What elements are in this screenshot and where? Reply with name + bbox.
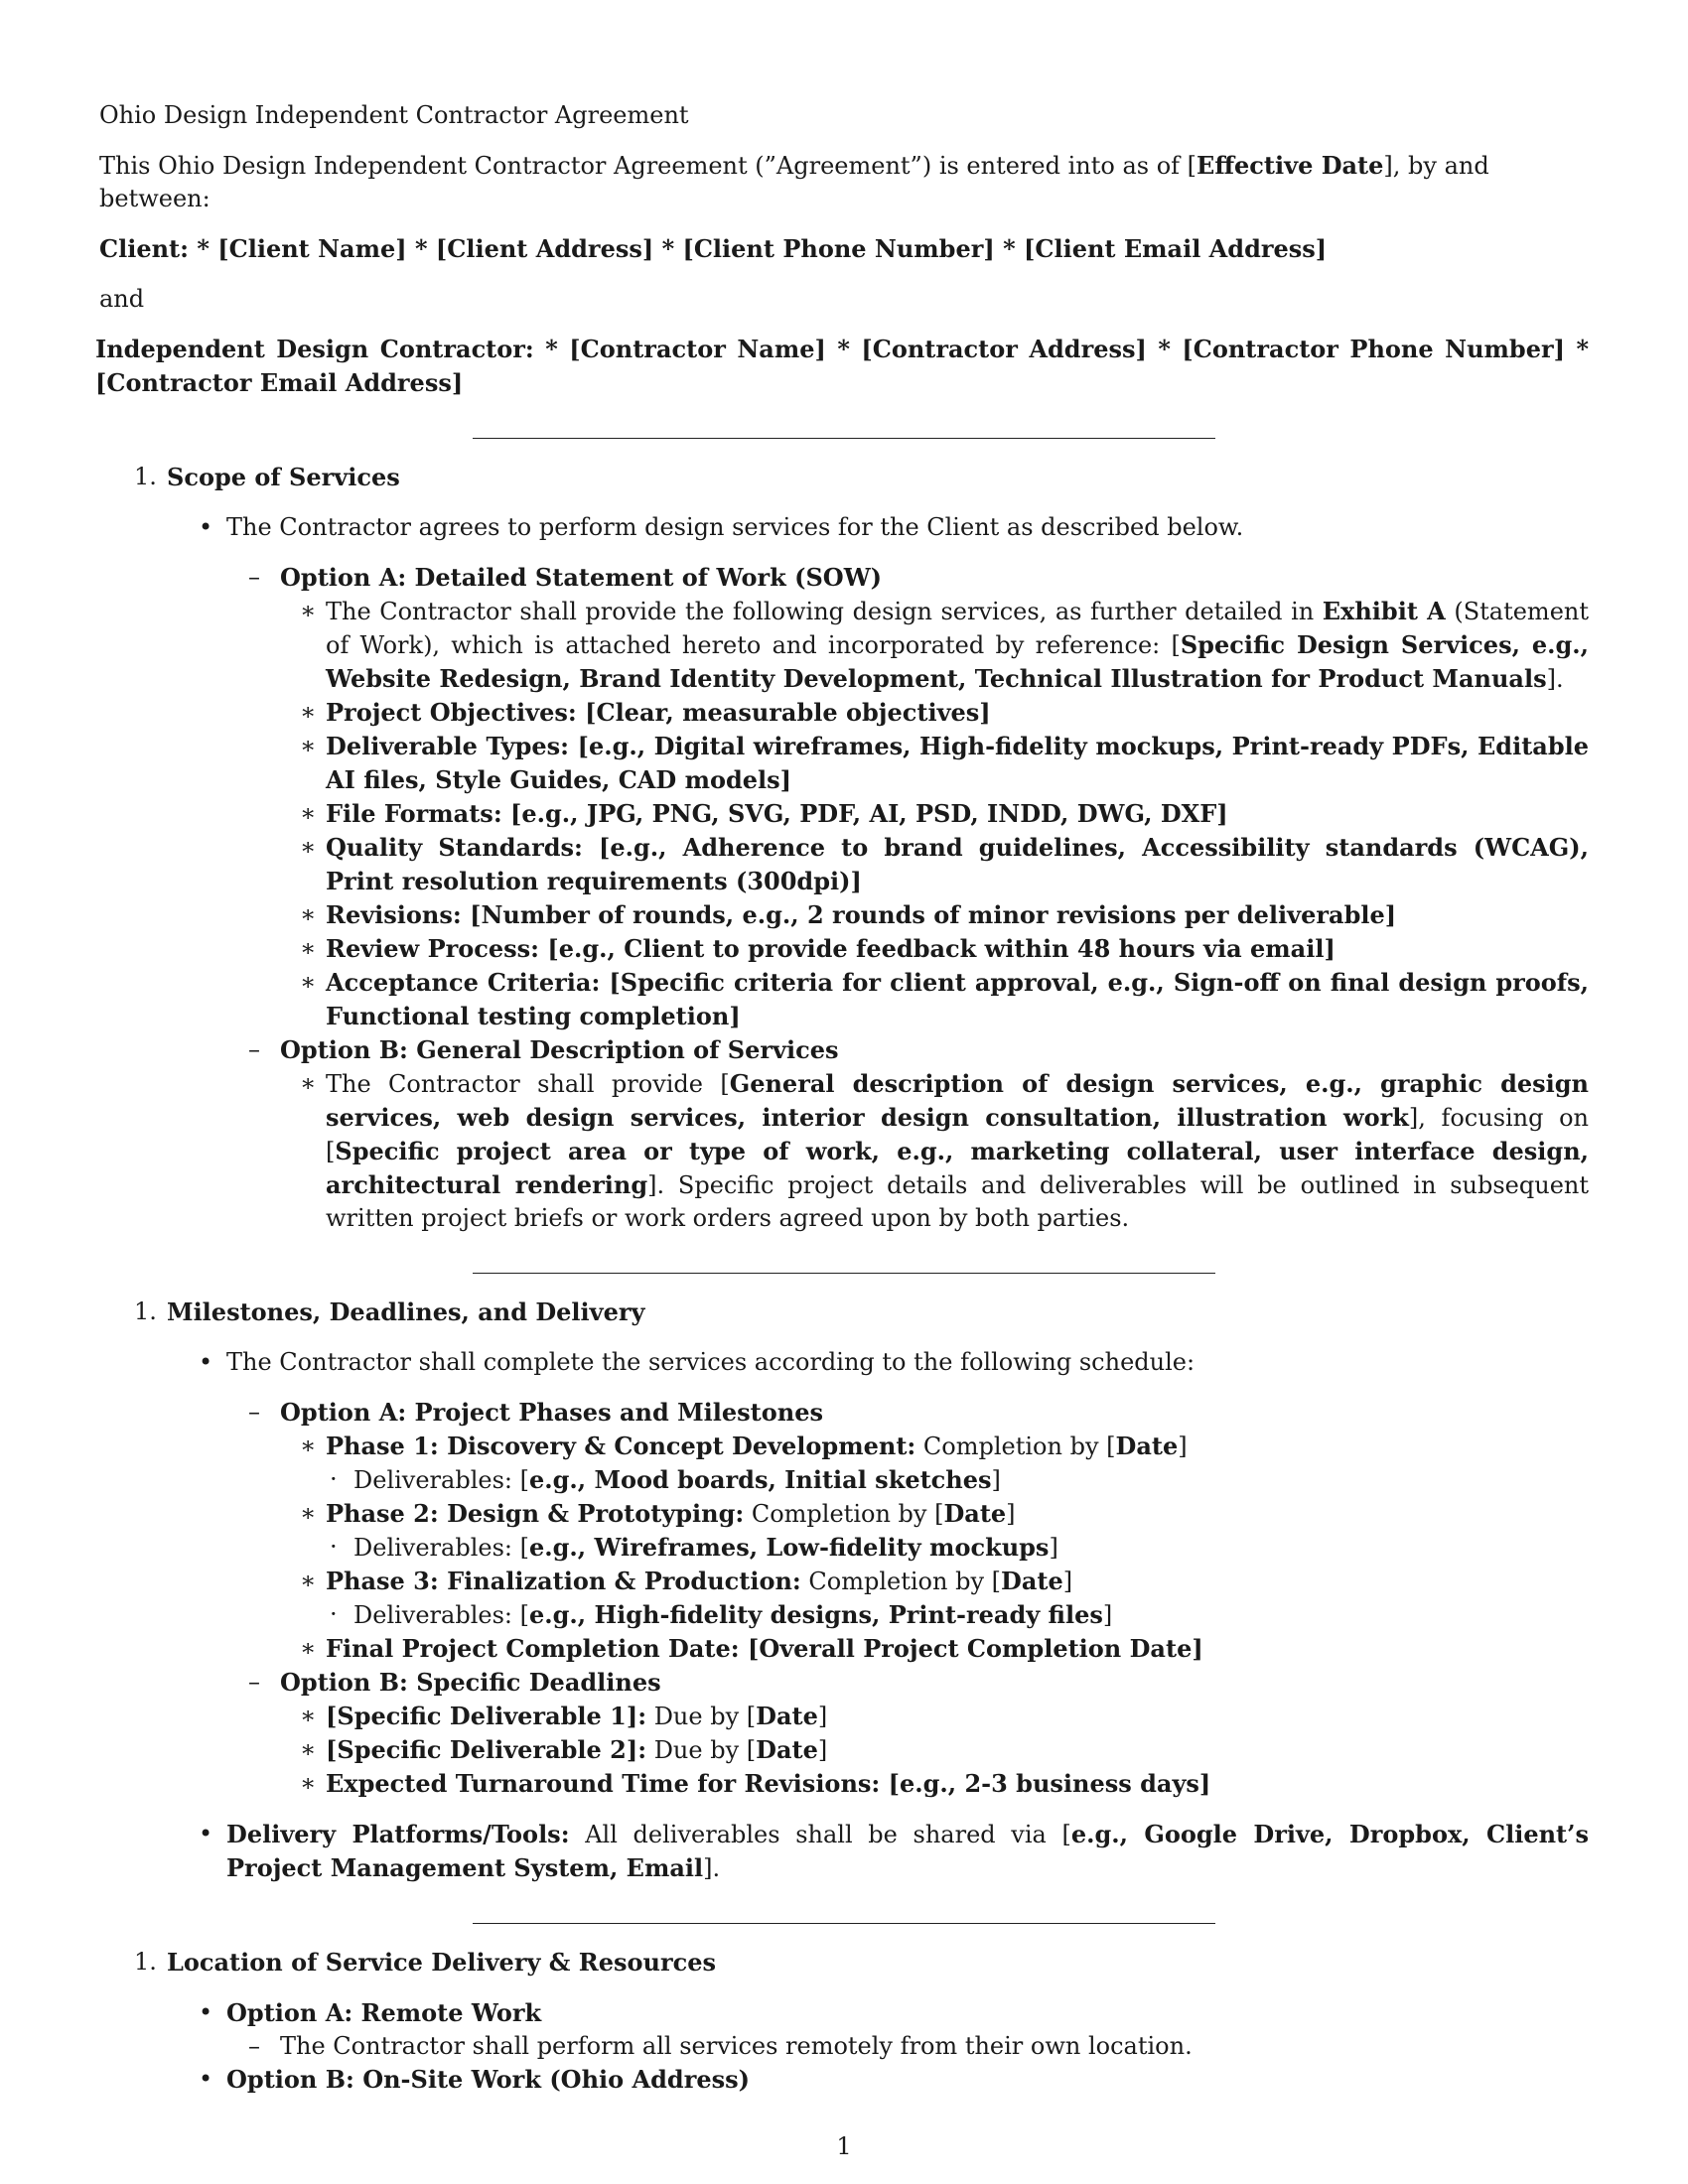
section-heading-location: 1. Location of Service Delivery & Resources [134, 1948, 717, 1977]
list-item: ∗ Review Process: [e.g., Client to provide feedback within 48 hours via email] [300, 934, 1336, 963]
section-divider [473, 1273, 1215, 1274]
section-heading-scope: 1. Scope of Services [134, 463, 400, 491]
list-item: · Deliverables: [e.g., Wireframes, Low-fidelity mockups] [330, 1533, 1058, 1562]
list-item: · Deliverables: [e.g., High-fidelity designs, Print-ready files] [330, 1600, 1113, 1629]
and-text: and [99, 285, 145, 313]
list-item: ∗ Expected Turnaround Time for Revisions: [e.g., 2-3 business days] [300, 1769, 1211, 1798]
client-info-line: Client: * [Client Name] * [Client Address] * [Client Phone Number] * [Client Email Address] [99, 234, 1328, 263]
list-item: ∗ Phase 2: Design & Prototyping: Completion by [Date] [300, 1499, 1016, 1528]
document-page [95, 99, 1590, 2097]
list-item: ∗ Acceptance Criteria: [Specific criteria for client approval, e.g., Sign-off on final design proofs, Functional testing completion] [300, 968, 1589, 1030]
list-item: ∗ [Specific Deliverable 1]: Due by [Date] [300, 1702, 828, 1730]
option-heading: – Option B: Specific Deadlines [248, 1668, 661, 1697]
section-divider [473, 1923, 1215, 1924]
list-item: • Option A: Remote Work [199, 1998, 542, 2027]
list-item: · Deliverables: [e.g., Mood boards, Initial sketches] [330, 1465, 1001, 1494]
list-item: ∗ [Specific Deliverable 2]: Due by [Date] [300, 1735, 828, 1764]
option-heading: – Option A: Project Phases and Milestones [248, 1398, 823, 1427]
document-title: Ohio Design Independent Contractor Agreement [99, 101, 689, 129]
option-heading: – Option A: Detailed Statement of Work (SOW) [248, 563, 882, 592]
list-item: ∗ File Formats: [e.g., JPG, PNG, SVG, PDF, AI, PSD, INDD, DWG, DXF] [300, 799, 1228, 828]
list-item: ∗ Deliverable Types: [e.g., Digital wireframes, High-fidelity mockups, Print-ready PDFs, Editable AI files, Style Guides, CAD models] [300, 732, 1589, 794]
section-divider [473, 438, 1215, 439]
list-item: ∗ The Contractor shall provide the following design services, as further detailed in Exhibit A (Statement of Work), which is attached hereto and incorporated by reference: [Specific Design Services, e.g., Website Redesign, Brand Identity Development, Technical Illustration for Product Manuals]. [300, 597, 1590, 693]
intro-paragraph: This Ohio Design Independent Contractor Agreement (”Agreement”) is entered into as of [Effective Date], by and between: [99, 151, 1489, 212]
list-item: ∗ Revisions: [Number of rounds, e.g., 2 rounds of minor revisions per deliverable] [300, 900, 1397, 929]
list-item: – The Contractor shall perform all services remotely from their own location. [248, 2032, 1193, 2060]
effective-date-field: Effective Date [1196, 151, 1384, 180]
list-item: • The Contractor agrees to perform design services for the Client as described below. [199, 513, 1244, 541]
list-item: ∗ Final Project Completion Date: [Overall Project Completion Date] [300, 1634, 1203, 1663]
contractor-info-line: Independent Design Contractor: * [Contractor Name] * [Contractor Address] * [Contractor Phone Number] * [Contractor Email Address] [95, 335, 1589, 397]
option-heading: – Option B: General Description of Services [248, 1035, 839, 1064]
list-item: • Option B: On-Site Work (Ohio Address) [199, 2065, 750, 2094]
list-item: • Delivery Platforms/Tools: All deliverables shall be shared via [e.g., Google Drive, Dropbox, Client’s Project Management System, Email]. [199, 1820, 1589, 1882]
list-item: ∗ Phase 1: Discovery & Concept Development: Completion by [Date] [300, 1432, 1188, 1460]
section-heading-milestones: 1. Milestones, Deadlines, and Delivery [134, 1297, 645, 1326]
list-item: ∗ The Contractor shall provide [General description of design services, e.g., graphic design services, web design services, interior design consultation, illustration work], focusing on [Specific project area or type of work, e.g., marketing collateral, user interface design, architectural rendering]. Specific project details and deliverables will be outlined in subsequent written project briefs or work orders agreed upon by both parties. [300, 1069, 1589, 1232]
list-item: • The Contractor shall complete the services according to the following schedule: [199, 1348, 1196, 1376]
page-number: 1 [836, 2132, 852, 2160]
list-item: ∗ Phase 3: Finalization & Production: Completion by [Date] [300, 1567, 1073, 1595]
list-item: ∗ Project Objectives: [Clear, measurable objectives] [300, 698, 991, 727]
list-item: ∗ Quality Standards: [e.g., Adherence to brand guidelines, Accessibility standards (WCAG), Print resolution requirements (300dpi)] [300, 833, 1589, 895]
